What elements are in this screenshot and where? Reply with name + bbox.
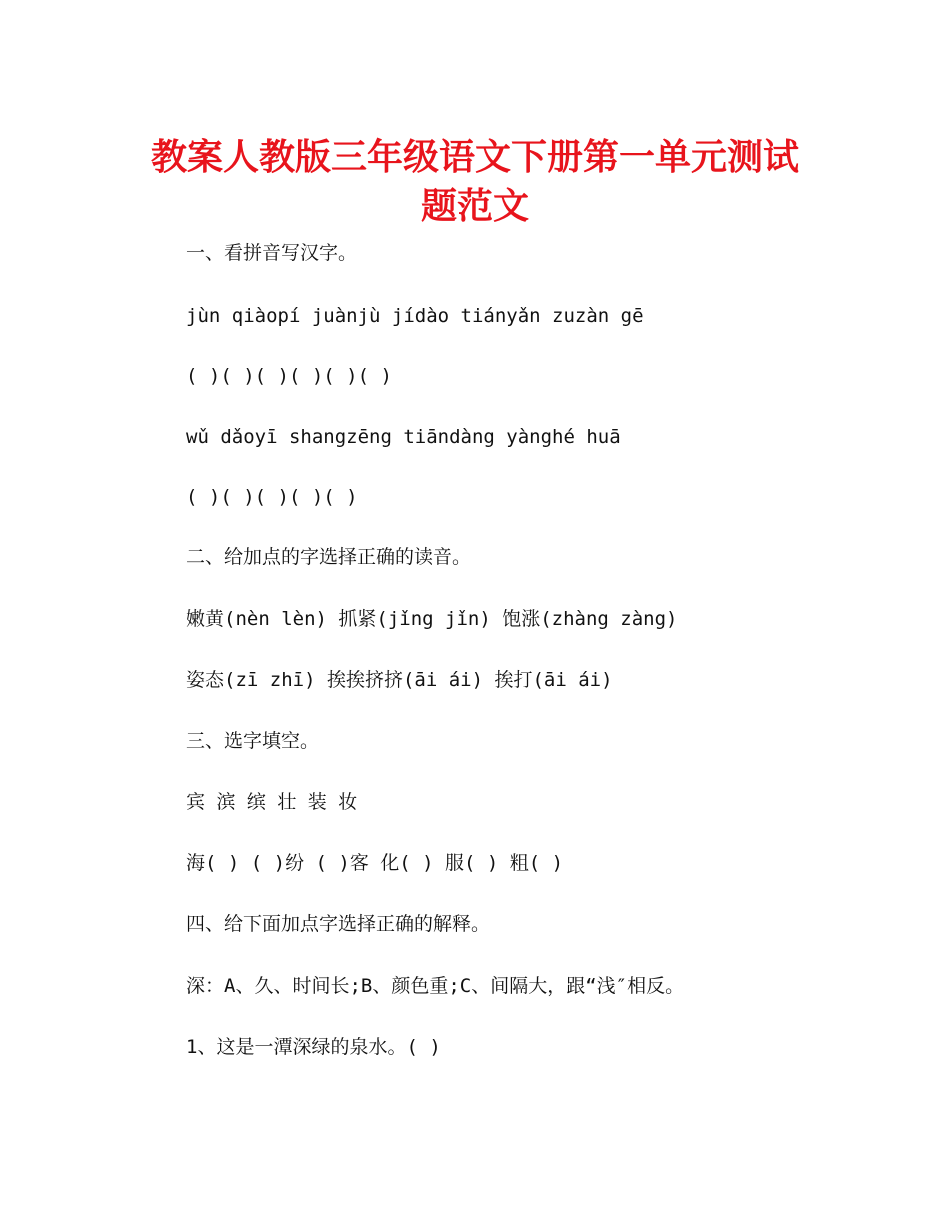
pronunciation-choices-row-2: 姿态(zī zhī) 挨挨挤挤(āi ái) 挨打(āi ái) [186, 669, 613, 691]
answer-blanks-row-2: ( )( )( )( )( ) [186, 486, 358, 508]
pinyin-row-2: wǔ dǎoyī shangzēng tiāndàng yànghé huā [186, 426, 621, 448]
document-title-line-2: 题范文 [420, 186, 529, 227]
fill-in-blanks-row: 海( ) ( )纷 ( )客 化( ) 服( ) 粗( ) [186, 852, 564, 874]
section-4-heading: 四、给下面加点字选择正确的解释。 [186, 913, 491, 935]
section-1-heading: 一、看拼音写汉字。 [186, 242, 358, 264]
character-choices: 宾 滨 缤 壮 装 妆 [186, 791, 358, 813]
answer-blanks-row-1: ( )( )( )( )( )( ) [186, 365, 392, 387]
definition-options: 深：A、久、时间长;B、颜色重;C、间隔大，跟“浅″相反。 [186, 975, 685, 997]
section-2-heading: 二、给加点的字选择正确的读音。 [186, 546, 472, 568]
section-3-heading: 三、选字填空。 [186, 730, 320, 752]
question-1: 1、这是一潭深绿的泉水。( ) [186, 1036, 441, 1058]
pronunciation-choices-row-1: 嫩黄(nèn lèn) 抓紧(jǐng jǐn) 饱涨(zhàng zàng) [186, 608, 678, 630]
document-title-line-1: 教案人教版三年级语文下册第一单元测试 [150, 137, 799, 178]
pinyin-row-1: jùn qiàopí juànjù jídào tiányǎn zuzàn gē [186, 305, 644, 327]
